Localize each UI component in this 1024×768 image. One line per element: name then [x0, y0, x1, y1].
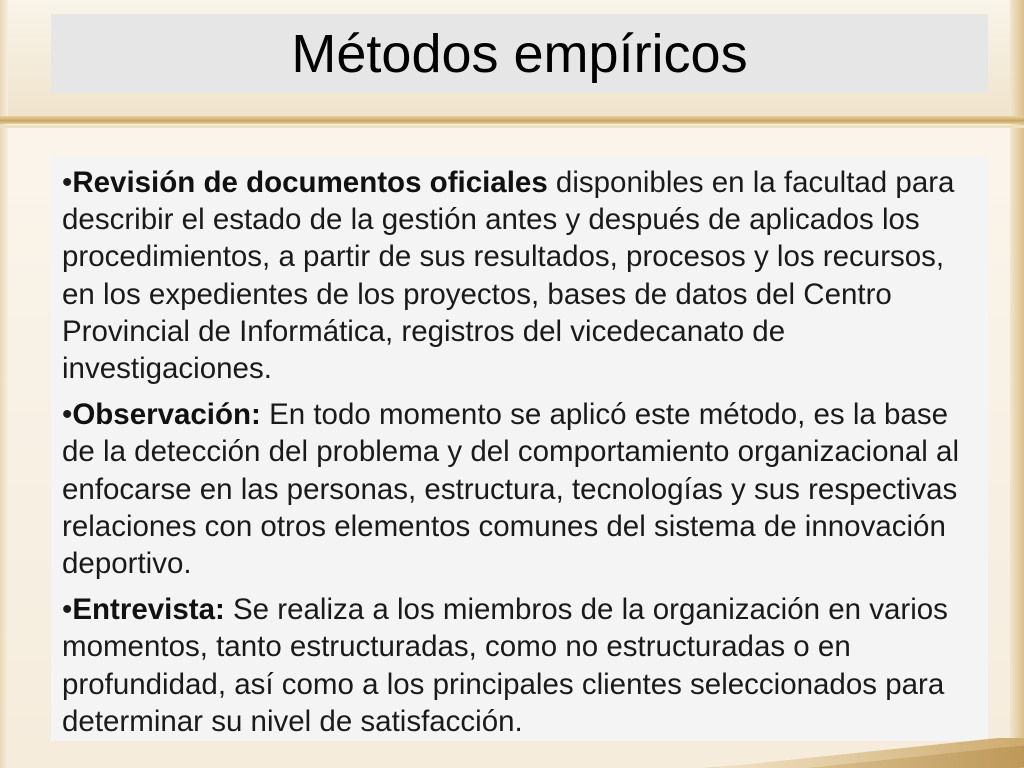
bullet-list	[62, 164, 972, 749]
gold-divider-thin	[0, 125, 1024, 128]
bullet-heading: Observación:	[72, 398, 261, 432]
bullet-heading: Revisión de documentos oficiales	[72, 166, 548, 199]
gold-divider-line	[0, 116, 1024, 124]
bullet-item-entrevista	[62, 591, 972, 740]
slide-title: Métodos empíricos	[291, 23, 748, 84]
title-box	[51, 14, 988, 93]
bullet-text: disponibles en la facultad para describir el estado de la gestión antes y después de aplicados los procedimientos, a partir de sus resultados, procesos y los recursos, en los expedientes de los proyectos, bases de datos del Centro Provincial de Informática, registros del vicedecanato de investigaciones.	[62, 166, 955, 386]
bullet-marker: •	[62, 398, 73, 432]
bullet-text: Se realiza a los miembros de la organización en varios momentos, tanto estructuradas, como no estructuradas o en profundidad, así como a los principales clientes seleccionados para determinar su nivel de satisfacción.	[62, 593, 948, 738]
bullet-item-documentos	[62, 164, 972, 387]
bullet-marker: •	[62, 166, 73, 199]
bullet-heading: Entrevista:	[72, 593, 225, 627]
bullet-marker: •	[62, 593, 73, 627]
bottom-ribbon-decoration	[694, 738, 1024, 768]
bullet-item-observacion	[62, 396, 972, 582]
bullet-text: En todo momento se aplicó este método, es la base de la detección del problema y del comportamiento organizacional al enfocarse en las personas, estructura, tecnologías y sus respectivas relaciones con otros elementos comunes del sistema de innovación deportivo.	[62, 398, 959, 581]
